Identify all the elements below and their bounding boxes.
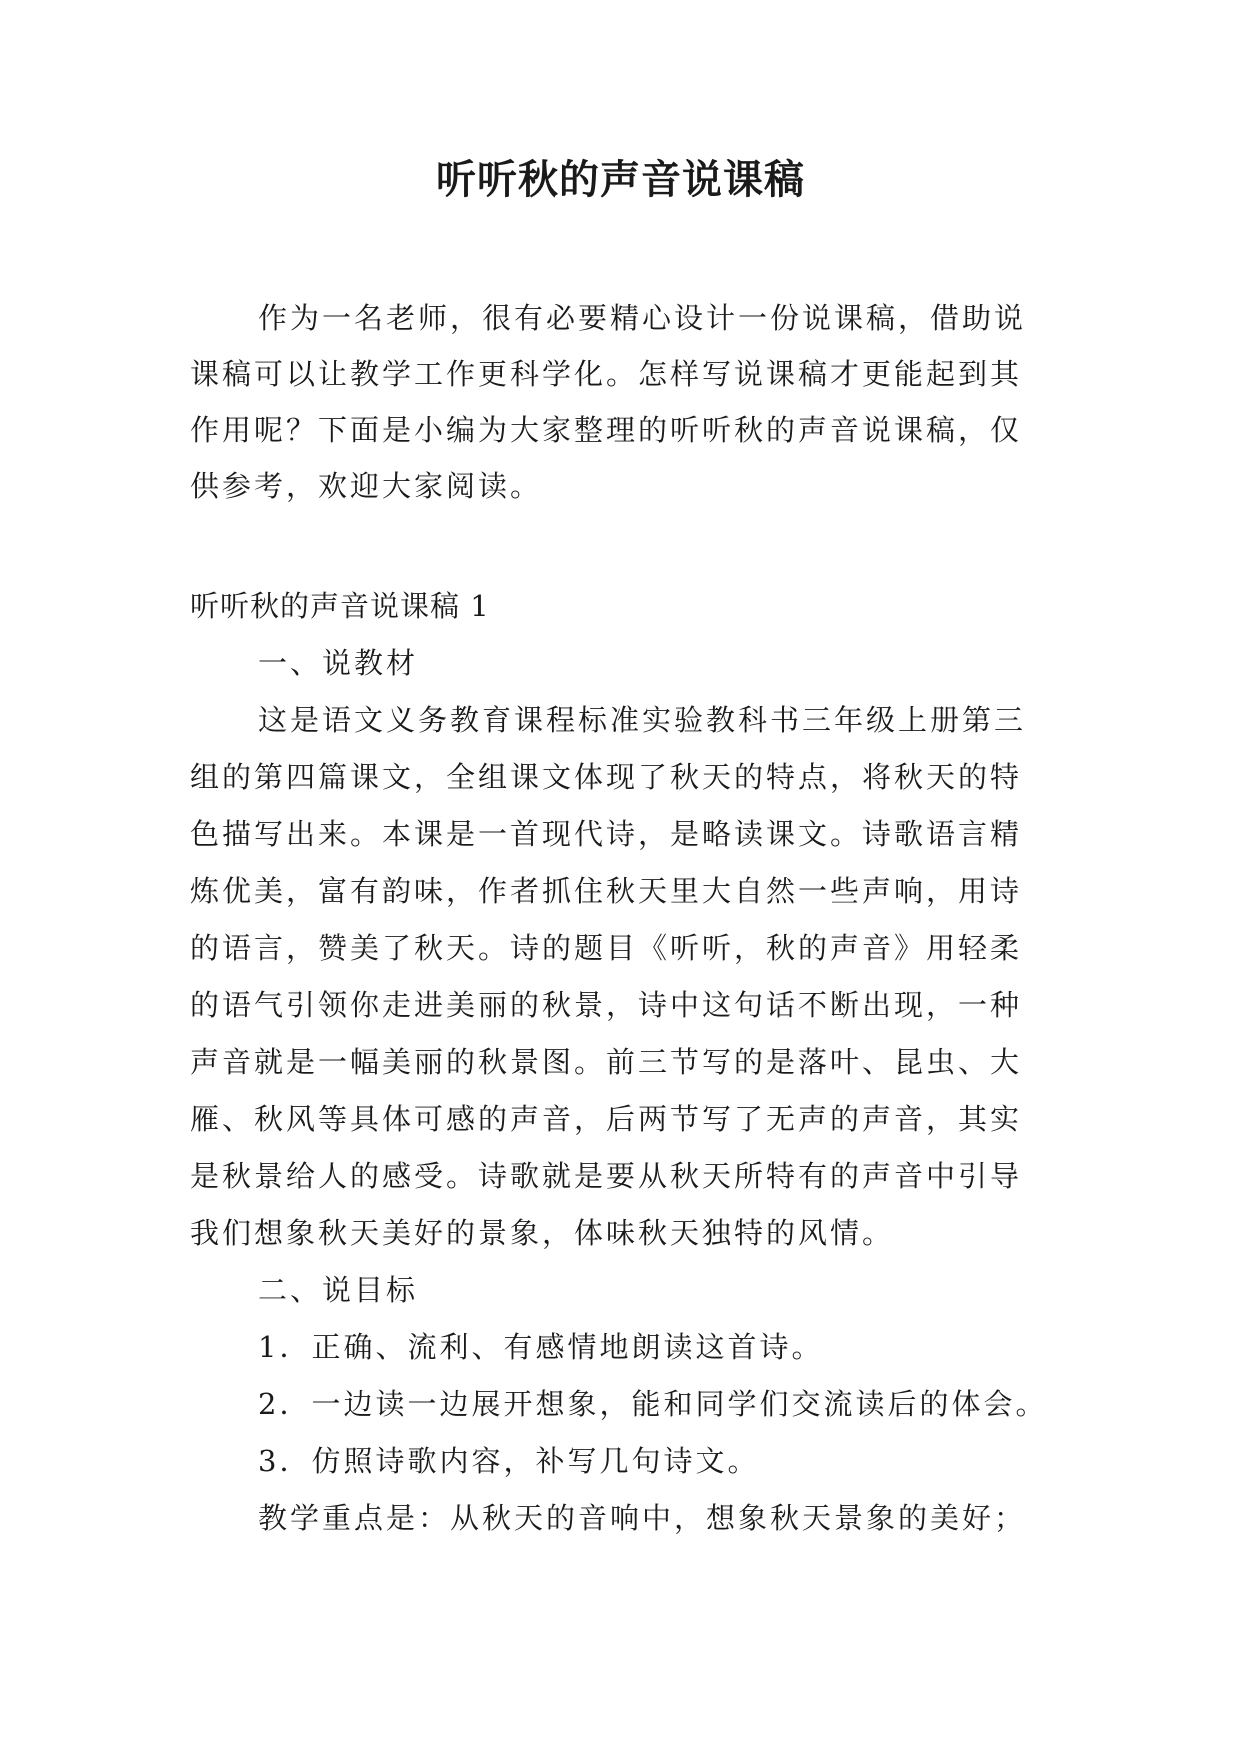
goal-item-1: 1．正确、流利、有感情地朗读这首诗。: [258, 1330, 824, 1364]
paragraph-teaching-material: 这是语文义务教育课程标准实验教科书三年级上册第三组的第四篇课文，全组课文体现了秋天的特点，将秋天的特色描写出来。本课是一首现代诗，是略读课文。诗歌语言精炼优美，富有韵味，作者抓住秋天里大自然一些声响，用诗的语言，赞美了秋天。诗的题目《听听，秋的声音》用轻柔的语气引领你走进美丽的秋景，诗中这句话不断出现，一种声音就是一幅美丽的秋景图。前三节写的是落叶、昆虫、大雁、秋风等具体可感的声音，后两节写了无声的声音，其实是秋景给人的感受。诗歌就是要从秋天所特有的声音中引导我们想象秋天美好的景象，体味秋天独特的风情。: [190, 703, 1027, 1250]
intro-paragraph: 作为一名老师，很有必要精心设计一份说课稿，借助说课稿可以让教学工作更科学化。怎样写说课稿才更能起到其作用呢？下面是小编为大家整理的听听秋的声音说课稿，仅供参考，欢迎大家阅读。: [190, 301, 1027, 503]
heading-goals: 二、说目标: [258, 1273, 419, 1307]
goal-item-3: 3．仿照诗歌内容，补写几句诗文。: [258, 1444, 760, 1478]
page-title: 听听秋的声音说课稿: [436, 157, 805, 203]
goal-item-2: 2．一边读一边展开想象，能和同学们交流读后的体会。: [258, 1387, 1048, 1421]
key-point-line: 教学重点是：从秋天的音响中，想象秋天景象的美好；: [258, 1501, 1027, 1535]
section-title: 听听秋的声音说课稿 1: [190, 589, 490, 623]
heading-teaching-material: 一、说教材: [258, 646, 419, 680]
